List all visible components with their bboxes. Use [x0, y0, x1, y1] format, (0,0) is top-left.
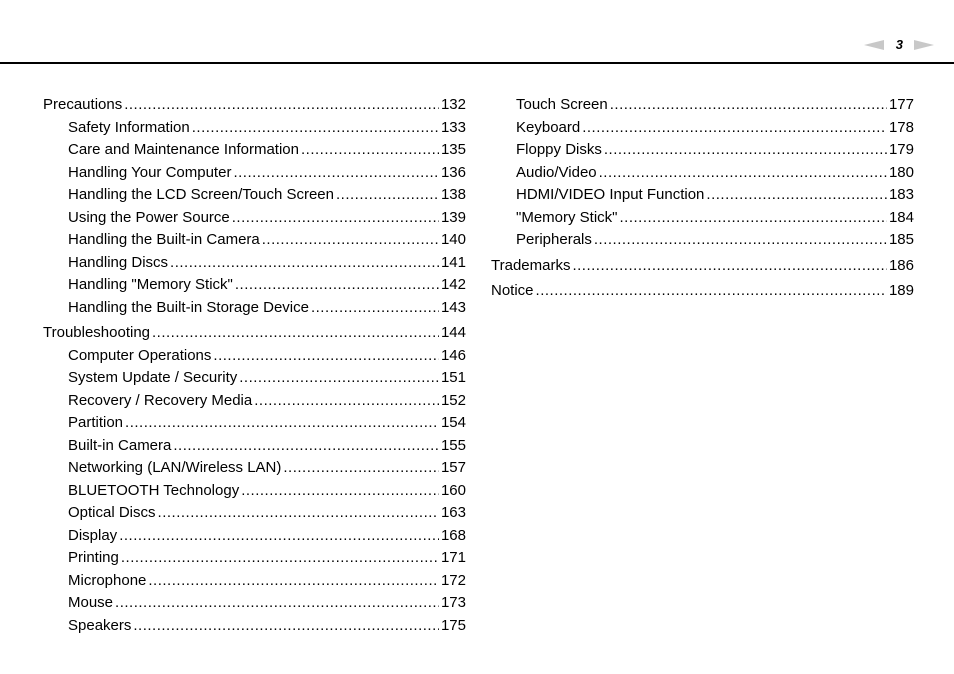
page-header: [0, 0, 954, 64]
toc-dot-leader: [311, 297, 439, 320]
toc-entry-page-number: 140: [440, 231, 466, 248]
toc-entry-title: Audio/Video: [516, 163, 597, 181]
toc-dot-leader: [233, 162, 439, 185]
toc-column-right: [491, 94, 914, 303]
toc-entry-page-number: 163: [440, 504, 466, 521]
toc-entry-page-number: 171: [440, 549, 466, 566]
previous-page-arrow-icon[interactable]: [864, 40, 884, 50]
toc-dot-leader: [213, 345, 439, 368]
toc-entry-page-number: 189: [888, 282, 914, 299]
toc-entry-page-number: 168: [440, 526, 466, 544]
toc-entry[interactable]: [43, 592, 466, 615]
toc-entry-title: Networking (LAN/Wireless LAN): [68, 459, 282, 476]
toc-entry-title: Handling Discs: [68, 253, 169, 271]
toc-entry[interactable]: [43, 367, 466, 390]
toc-entry-title: Keyboard: [516, 118, 581, 136]
toc-dot-leader: [536, 280, 887, 303]
toc-dot-leader: [133, 615, 439, 638]
toc-entry[interactable]: [43, 207, 466, 230]
toc-entry[interactable]: [491, 94, 914, 117]
toc-entry-page-number: 143: [440, 298, 466, 316]
toc-entry[interactable]: [43, 297, 466, 320]
toc-entry[interactable]: [43, 615, 466, 638]
toc-entry-title: Touch Screen: [516, 96, 608, 113]
toc-entry-page-number: 157: [440, 459, 466, 476]
toc-entry-title: Computer Operations: [68, 346, 212, 364]
toc-dot-leader: [192, 117, 439, 140]
toc-entry-page-number: 136: [440, 163, 466, 181]
toc-entry-page-number: 177: [888, 96, 914, 113]
toc-dot-leader: [336, 184, 439, 207]
toc-dot-leader: [241, 480, 439, 503]
toc-entry-title: Display: [68, 526, 118, 544]
toc-entry-title: Microphone: [68, 571, 147, 589]
toc-entry[interactable]: [43, 252, 466, 275]
toc-dot-leader: [254, 390, 439, 413]
toc-dot-leader: [599, 162, 887, 185]
toc-dot-leader: [582, 117, 887, 140]
toc-entry-title: Printing: [68, 549, 119, 566]
page-navigation: [864, 36, 934, 54]
toc-entry-title: Partition: [68, 414, 124, 431]
toc-entry-title: HDMI/VIDEO Input Function: [516, 186, 705, 203]
toc-dot-leader: [232, 207, 439, 230]
toc-entry[interactable]: [43, 322, 466, 345]
toc-entry-page-number: 185: [888, 231, 914, 248]
toc-entry[interactable]: [491, 280, 914, 303]
toc-entry[interactable]: [43, 162, 466, 185]
toc-entry-title: BLUETOOTH Technology: [68, 481, 240, 499]
toc-entry-title: System Update / Security: [68, 369, 238, 386]
toc-entry-page-number: 154: [440, 414, 466, 431]
toc-entry-page-number: 184: [888, 208, 914, 226]
toc-entry-title: Mouse: [68, 594, 114, 611]
toc-entry[interactable]: [43, 184, 466, 207]
toc-dot-leader: [115, 592, 439, 615]
toc-dot-leader: [124, 94, 439, 117]
toc-entry-page-number: 173: [440, 594, 466, 611]
toc-entry-title: Trademarks: [491, 256, 571, 274]
toc-entry-page-number: 144: [440, 324, 466, 341]
toc-dot-leader: [173, 435, 439, 458]
toc-entry-page-number: 138: [440, 186, 466, 203]
toc-entry[interactable]: [43, 412, 466, 435]
toc-entry[interactable]: [43, 345, 466, 368]
toc-entry-title: Optical Discs: [68, 504, 156, 521]
toc-entry-title: Handling Your Computer: [68, 163, 232, 181]
toc-dot-leader: [158, 502, 439, 525]
toc-entry-page-number: 142: [440, 276, 466, 293]
toc-entry-page-number: 139: [440, 208, 466, 226]
toc-entry[interactable]: [43, 502, 466, 525]
toc-dot-leader: [148, 570, 439, 593]
toc-entry[interactable]: [43, 274, 466, 297]
toc-entry-title: Speakers: [68, 616, 132, 634]
toc-entry-page-number: 178: [888, 118, 914, 136]
header-divider: [0, 62, 954, 64]
toc-entry-page-number: 133: [440, 118, 466, 136]
toc-entry[interactable]: [43, 139, 466, 162]
toc-entry-title: Precautions: [43, 96, 123, 113]
toc-entry-page-number: 180: [888, 163, 914, 181]
next-page-arrow-icon[interactable]: [914, 40, 934, 50]
toc-entry-page-number: 135: [440, 141, 466, 158]
toc-dot-leader: [604, 139, 887, 162]
toc-entry[interactable]: [43, 570, 466, 593]
toc-entry-title: "Memory Stick": [516, 208, 618, 226]
toc-entry[interactable]: [491, 184, 914, 207]
toc-entry[interactable]: [491, 139, 914, 162]
toc-entry-title: Safety Information: [68, 118, 190, 136]
toc-entry-page-number: 141: [440, 253, 466, 271]
toc-entry-page-number: 179: [888, 141, 914, 158]
toc-dot-leader: [706, 184, 887, 207]
toc-column-left: [43, 94, 466, 637]
toc-dot-leader: [262, 229, 439, 252]
toc-entry[interactable]: [43, 229, 466, 252]
toc-entry-title: Built-in Camera: [68, 436, 172, 454]
toc-entry[interactable]: [43, 525, 466, 548]
toc-entry[interactable]: [43, 94, 466, 117]
toc-entry-page-number: 160: [440, 481, 466, 499]
toc-entry[interactable]: [43, 390, 466, 413]
toc-entry[interactable]: [491, 255, 914, 278]
toc-entry[interactable]: [491, 229, 914, 252]
toc-entry[interactable]: [43, 547, 466, 570]
toc-entry-page-number: 151: [440, 369, 466, 386]
toc-dot-leader: [572, 255, 887, 278]
toc-dot-leader: [301, 139, 439, 162]
toc-entry-page-number: 186: [888, 256, 914, 274]
toc-dot-leader: [119, 525, 439, 548]
toc-entry-page-number: 175: [440, 616, 466, 634]
toc-dot-leader: [121, 547, 439, 570]
toc-entry-page-number: 183: [888, 186, 914, 203]
toc-entry-title: Floppy Disks: [516, 141, 602, 158]
toc-entry-title: Handling "Memory Stick": [68, 276, 233, 293]
toc-dot-leader: [125, 412, 439, 435]
toc-dot-leader: [620, 207, 887, 230]
toc-entry-title: Care and Maintenance Information: [68, 141, 299, 158]
page-number: 3: [895, 37, 903, 52]
toc-entry-title: Troubleshooting: [43, 324, 151, 341]
toc-entry-page-number: 172: [440, 571, 466, 589]
toc-entry[interactable]: [491, 207, 914, 230]
toc-dot-leader: [239, 367, 439, 390]
toc-entry-title: Notice: [491, 282, 534, 299]
toc-entry[interactable]: [491, 117, 914, 140]
toc-entry-title: Peripherals: [516, 231, 592, 248]
toc-dot-leader: [152, 322, 439, 345]
toc-entry-title: Recovery / Recovery Media: [68, 391, 253, 409]
toc-dot-leader: [610, 94, 887, 117]
toc-entry-title: Handling the LCD Screen/Touch Screen: [68, 186, 334, 203]
toc-dot-leader: [594, 229, 887, 252]
toc-entry-page-number: 155: [440, 436, 466, 454]
toc-entry[interactable]: [491, 162, 914, 185]
toc-dot-leader: [283, 457, 439, 480]
toc-entry-title: Handling the Built-in Storage Device: [68, 298, 309, 316]
toc-entry[interactable]: [43, 435, 466, 458]
toc-entry[interactable]: [43, 457, 466, 480]
toc-entry-page-number: 146: [440, 346, 466, 364]
toc-dot-leader: [170, 252, 439, 275]
toc-entry-title: Handling the Built-in Camera: [68, 231, 260, 248]
toc-dot-leader: [235, 274, 439, 297]
toc-entry[interactable]: [43, 117, 466, 140]
toc-entry[interactable]: [43, 480, 466, 503]
toc-entry-page-number: 152: [440, 391, 466, 409]
toc-entry-title: Using the Power Source: [68, 208, 230, 226]
toc-entry-page-number: 132: [440, 96, 466, 113]
